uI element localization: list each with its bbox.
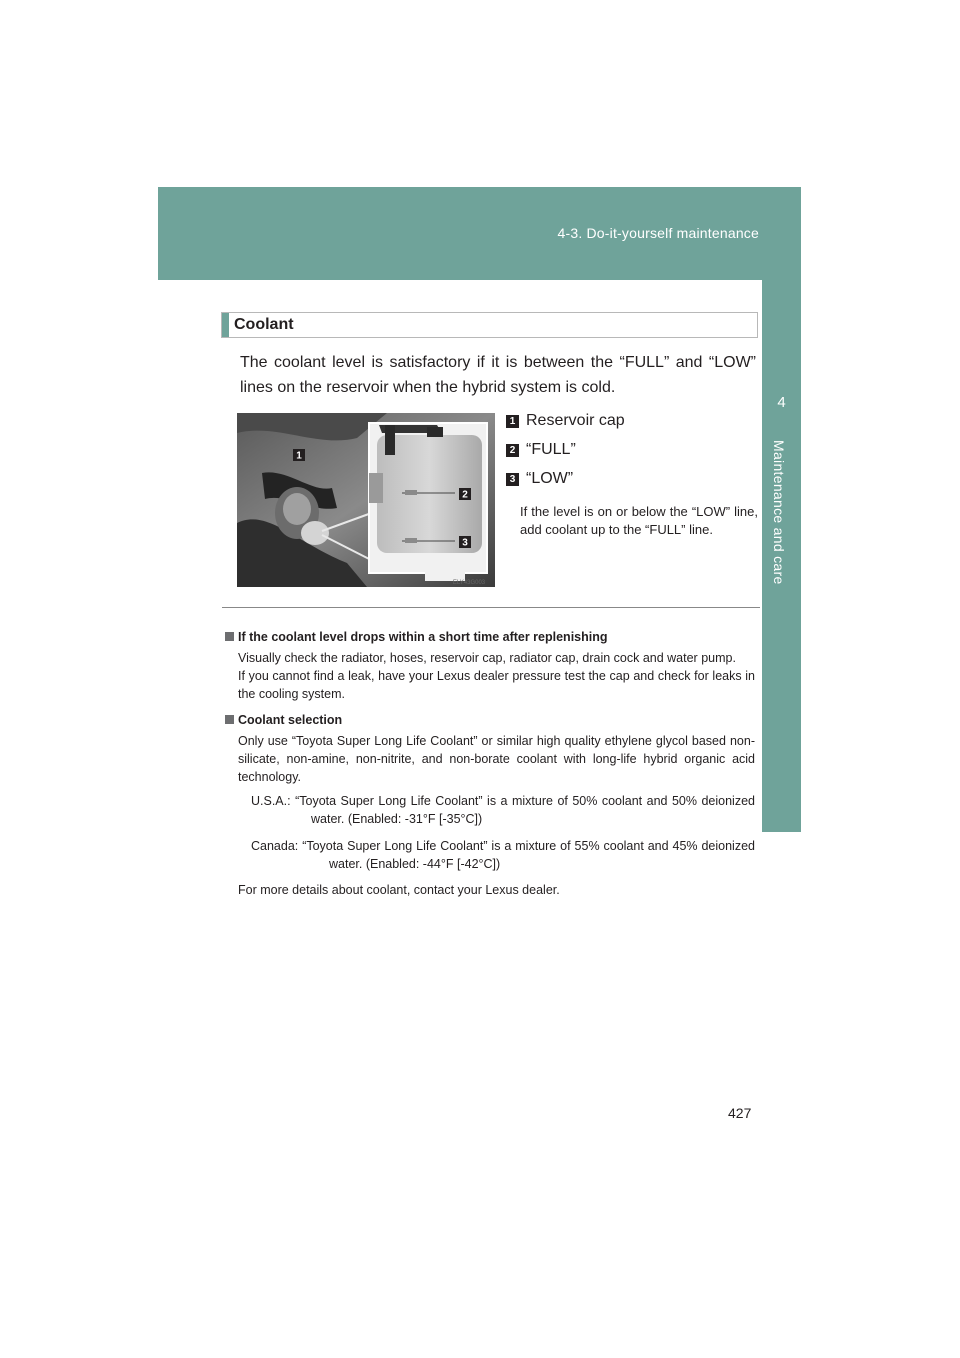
page-number: 427 [728, 1105, 752, 1121]
legend-label: “FULL” [526, 441, 576, 458]
callout-2: 2 [462, 489, 468, 501]
note-leak [225, 628, 755, 703]
note-canada-spec: Canada: “Toyota Super Long Life Coolant” is a mixture of 55% coolant and 45% deionized water. (Enabled: -44°F [-42°C]) [251, 839, 755, 871]
section-title: Coolant [234, 316, 294, 333]
legend-number: 3 [506, 473, 519, 486]
legend-number: 2 [506, 444, 519, 457]
callout-1: 1 [296, 450, 302, 462]
note-closing: For more details about coolant, contact your Lexus dealer. [238, 883, 560, 897]
header-band [158, 187, 801, 280]
figure-legend [506, 408, 758, 539]
notes-section [225, 628, 755, 907]
section-divider [222, 607, 760, 608]
square-bullet-icon [225, 632, 234, 641]
legend-item-full [506, 437, 758, 463]
legend-label: Reservoir cap [526, 412, 625, 429]
legend-number: 1 [506, 415, 519, 428]
chapter-number: 4 [777, 394, 786, 411]
note-heading: If the coolant level drops within a short time after replenishing [225, 628, 755, 646]
square-bullet-icon [225, 715, 234, 724]
note-paragraph: Visually check the radiator, hoses, reservoir cap, radiator cap, drain cock and water pump. [238, 651, 736, 665]
chapter-side-tab [762, 280, 801, 832]
intro-paragraph: The coolant level is satisfactory if it is between the “FULL” and “LOW” lines on the reservoir when the hybrid system is cold. [240, 354, 756, 396]
section-breadcrumb: 4-3. Do-it-yourself maintenance [557, 225, 759, 241]
note-paragraph: Only use “Toyota Super Long Life Coolant” or similar high quality ethylene glycol based non-silicate, non-amine, non-nitrite, and non-borate coolant with long-life hybrid organic acid technology. [238, 734, 755, 784]
coolant-reservoir-photo [237, 413, 495, 587]
legend-note: If the level is on or below the “LOW” line, add coolant up to the “FULL” line. [520, 504, 758, 537]
legend-item-reservoir-cap [506, 408, 758, 434]
note-coolant-selection [225, 711, 755, 899]
legend-label: “LOW” [526, 470, 574, 487]
section-accent [222, 313, 229, 337]
legend-item-low [506, 466, 758, 492]
section-title-bar [221, 312, 758, 338]
callout-3: 3 [462, 537, 468, 549]
figure-code: ELY43G003 [452, 580, 486, 586]
note-heading: Coolant selection [225, 711, 755, 729]
note-paragraph: If you cannot find a leak, have your Lexus dealer pressure test the cap and check for leaks in the cooling system. [238, 669, 755, 701]
note-usa-spec: U.S.A.: “Toyota Super Long Life Coolant” is a mixture of 50% coolant and 50% deionized water. (Enabled: -31°F [-35°C]) [251, 794, 755, 826]
chapter-title: Maintenance and care [771, 440, 787, 585]
